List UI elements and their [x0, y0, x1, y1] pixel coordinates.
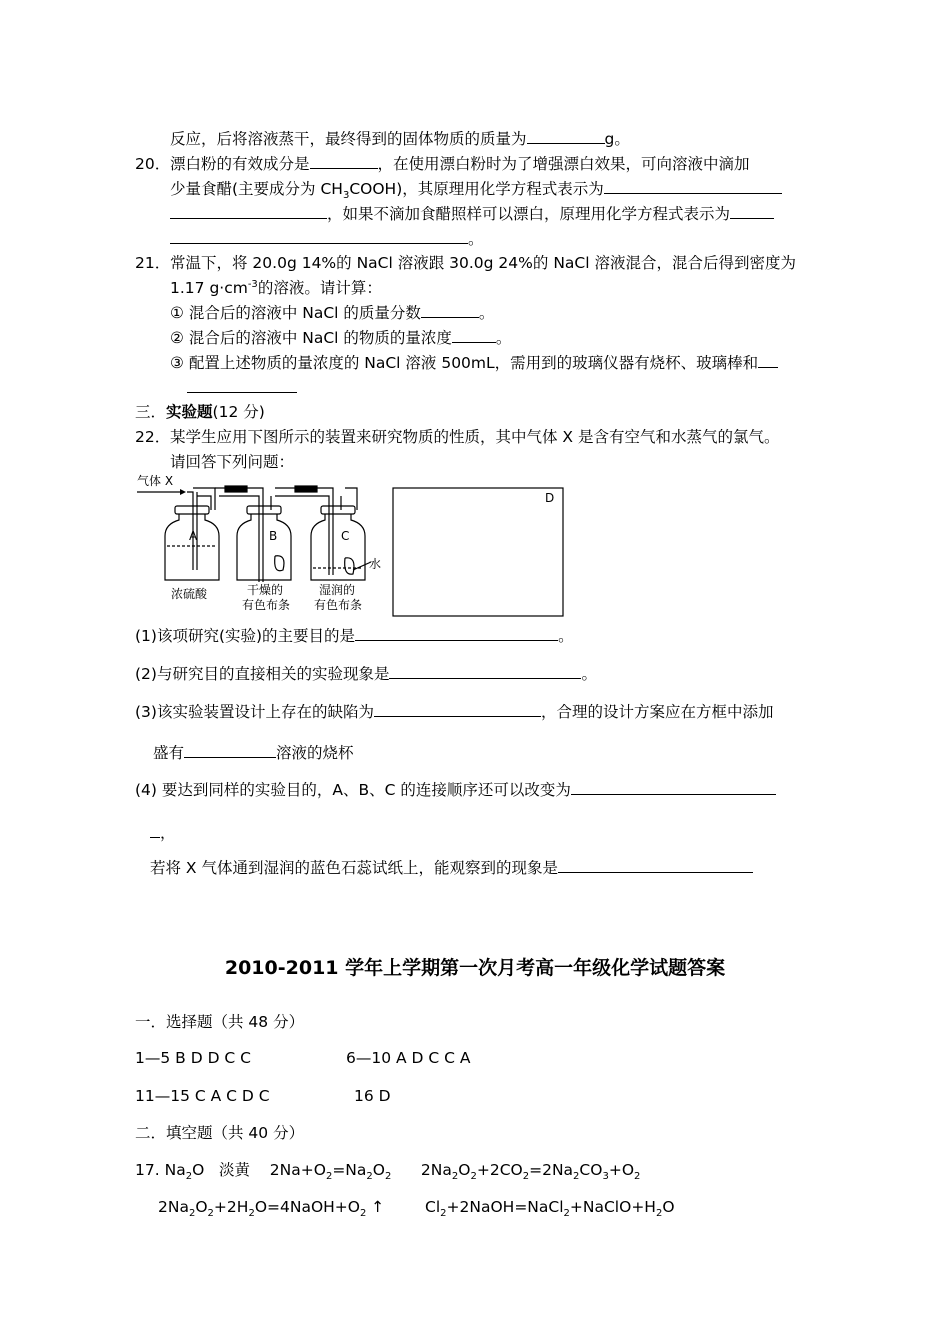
answer-blank[interactable]: [184, 742, 276, 758]
q21-sub3: [170, 352, 778, 373]
q20-text: 。: [468, 230, 484, 248]
q22-part3-cont: [153, 742, 354, 763]
equation: +O: [608, 1161, 635, 1179]
q20-text: 漂白粉的有效成分是: [170, 155, 310, 173]
answer-blank[interactable]: [730, 203, 774, 219]
section-heading: [135, 402, 265, 422]
answer-blank[interactable]: [571, 779, 776, 795]
question-number: 22．: [135, 428, 171, 446]
q22-part4: [135, 779, 776, 800]
q20-line1: [135, 153, 750, 174]
bottle-a-label: A: [189, 529, 198, 543]
q20-line4: [170, 228, 484, 249]
q20-text: ，在使用漂白粉时为了增强漂白效果，可向溶液中滴加: [377, 155, 750, 173]
part-text: (2)与研究目的直接相关的实验现象是: [135, 665, 390, 683]
part-text: 溶液的烧杯: [276, 744, 354, 762]
punct: ，: [160, 824, 176, 842]
answer-blank[interactable]: [170, 228, 468, 244]
equation: 2Na: [158, 1198, 189, 1216]
equation: +NaClO+H: [569, 1198, 656, 1216]
q19-unit: g。: [604, 130, 630, 148]
answer-blank[interactable]: [452, 327, 496, 343]
answers-title: 2010-2011 学年上学期第一次月考高一年级化学试题答案: [224, 957, 726, 979]
answer-blank[interactable]: [389, 663, 581, 679]
label-b2: 有色布条: [242, 598, 291, 612]
equation: Cl: [425, 1198, 441, 1216]
answers-sec2: 二．填空题（共 40 分）: [135, 1124, 305, 1142]
water-label: 水: [369, 557, 382, 571]
punct: 。: [478, 304, 495, 322]
q21-text: 常温下，将 20.0g 14%的 NaCl 溶液跟 30.0g 24%的 NaCl 溶液混合，混合后得到密度为: [170, 254, 796, 272]
subscript: 2: [366, 1171, 373, 1183]
subscript: 2: [248, 1208, 255, 1220]
cloth-strip-c: [345, 558, 354, 574]
q20-line3: [170, 203, 774, 224]
label-b1: 干燥的: [247, 583, 284, 597]
tube-bc: [271, 488, 333, 575]
answer-q17-line2b: [425, 1197, 675, 1220]
answer-blank[interactable]: [170, 203, 327, 219]
answer-q17-line2: [158, 1197, 385, 1220]
part-text: (3)该实验装置设计上存在的缺陷为: [135, 703, 374, 721]
subscript: 2: [573, 1171, 580, 1183]
q21-text: 1.17 g·cm: [170, 279, 248, 297]
q21-line2: [170, 278, 382, 298]
bottle-c: [311, 514, 365, 580]
color-answer: 淡黄: [219, 1161, 251, 1179]
equation: ↑: [366, 1198, 385, 1216]
subscript: 3: [342, 190, 350, 202]
q21-line1: [135, 253, 796, 273]
rubber-joint: [225, 486, 247, 492]
subscript: 2: [384, 1171, 392, 1183]
answer-blank[interactable]: [355, 625, 558, 641]
part-text: (4) 要达到同样的实验目的，A、B、C 的连接顺序还可以改变为: [135, 781, 571, 799]
equation: 2Na: [420, 1161, 452, 1179]
bottle-b-stopper: [247, 506, 281, 514]
subscript: 2: [563, 1208, 570, 1220]
punct: 。: [581, 665, 597, 683]
part-text: ，合理的设计方案应在方框中添加: [540, 703, 774, 721]
q21-text: ② 混合后的溶液中 NaCl 的物质的量浓度: [170, 329, 452, 347]
q22-part3: [135, 701, 773, 722]
q19-text: 反应，后将溶液蒸干，最终得到的固体物质的质量为: [170, 130, 527, 148]
answers-row2a: 11—15 C A C D C: [135, 1087, 270, 1105]
part-text: (1)该项研究(实验)的主要目的是: [135, 627, 356, 645]
apparatus-figure: [135, 470, 575, 620]
equation: 2Na+O: [269, 1161, 326, 1179]
subscript: 2: [655, 1208, 663, 1220]
answer-blank[interactable]: [187, 377, 297, 393]
subscript: 2: [188, 1208, 196, 1220]
equation: CO: [579, 1161, 603, 1179]
section-label: 三．: [135, 403, 167, 421]
answers-sec1: 一．选择题（共 48 分）: [135, 1013, 305, 1031]
answer-blank[interactable]: [758, 352, 778, 368]
answers-row1b: 6—10 A D C C A: [346, 1049, 471, 1067]
bottle-a-stopper: [175, 506, 209, 514]
q22-line2: [170, 452, 294, 472]
box-d-label: D: [545, 491, 555, 505]
answer-blank[interactable]: [150, 822, 160, 838]
q22-part2: [135, 663, 597, 684]
answer-blank[interactable]: [558, 857, 753, 873]
cloth-strip-b: [275, 556, 284, 571]
q19-tail-line: [170, 128, 630, 149]
q22-line1: [135, 427, 779, 447]
answers-row1a: 1—5 B D D C C: [135, 1049, 252, 1067]
part-text: 盛有: [153, 744, 185, 762]
formula: Na: [164, 1161, 186, 1179]
question-number: 17.: [135, 1161, 160, 1179]
equation: O=4NaOH+O: [254, 1198, 360, 1216]
q22-text: 请回答下列问题：: [170, 453, 295, 471]
box-d: [393, 488, 563, 616]
q22-part4-cont: [150, 822, 176, 843]
label-a: 浓硫酸: [171, 587, 208, 601]
bottle-a: [165, 514, 219, 580]
formula: O: [192, 1161, 205, 1179]
bottle-c-stopper: [321, 506, 355, 514]
equation: +2NaOH=NaCl: [446, 1198, 564, 1216]
answer-blank[interactable]: [527, 128, 605, 144]
q20-text: ，如果不滴加食醋照样可以漂白，原理用化学方程式表示为: [327, 205, 731, 223]
q21-text: ① 混合后的溶液中 NaCl 的质量分数: [170, 304, 421, 322]
subscript: 2: [440, 1208, 447, 1220]
q21-text: 的溶液。请计算：: [257, 279, 382, 297]
tube-a-out: [193, 488, 215, 510]
answer-blank[interactable]: [310, 153, 378, 169]
equation: O: [195, 1198, 208, 1216]
punct: 。: [495, 329, 512, 347]
subscript: 2: [634, 1171, 641, 1183]
label-c2: 有色布条: [314, 598, 363, 612]
subscript: 2: [325, 1171, 333, 1183]
bottle-b-label: B: [269, 529, 278, 543]
subscript: 3: [602, 1171, 609, 1183]
answer-q17-line1: [135, 1160, 641, 1183]
question-number: 21．: [135, 254, 171, 272]
subscript: 2: [360, 1208, 367, 1220]
subscript: 2: [451, 1171, 459, 1183]
arrow-head-icon: [180, 489, 186, 495]
q22-part5: [150, 857, 753, 878]
q22-part1: [135, 625, 574, 646]
answer-blank[interactable]: [421, 302, 479, 318]
rubber-joint: [295, 486, 317, 492]
subscript: 2: [207, 1208, 214, 1220]
equation: O: [662, 1198, 675, 1216]
section-title: 实验题: [166, 403, 213, 421]
subscript: 2: [185, 1171, 193, 1183]
answer-blank[interactable]: [604, 178, 782, 194]
punct: 。: [558, 627, 574, 645]
gas-x-label: 气体 X: [137, 474, 174, 488]
answer-blank[interactable]: [374, 701, 541, 717]
tube-ab: [215, 488, 263, 582]
q20-line2: [170, 178, 782, 202]
q22-text: 某学生应用下图所示的装置来研究物质的性质，其中气体 X 是含有空气和水蒸气的氯气。: [170, 428, 780, 446]
q21-sub1: [170, 302, 494, 323]
q20-text: COOH)，其原理用化学方程式表示为: [349, 180, 604, 198]
q21-sub2: [170, 327, 511, 348]
label-c1: 湿润的: [319, 583, 356, 597]
part-text: 若将 X 气体通到湿润的蓝色石蕊试纸上，能观察到的现象是: [150, 859, 558, 877]
equation: +2CO: [476, 1161, 523, 1179]
equation: =2Na: [529, 1161, 574, 1179]
subscript: 2: [522, 1171, 530, 1183]
equation: O: [372, 1161, 385, 1179]
section-score: (12 分): [212, 403, 265, 421]
superscript: -3: [247, 278, 258, 290]
q21-text: ③ 配置上述物质的量浓度的 NaCl 溶液 500mL，需用到的玻璃仪器有烧杯、玻璃棒和: [170, 354, 759, 372]
q20-text: 少量食醋(主要成分为 CH: [170, 180, 343, 198]
subscript: 2: [470, 1171, 477, 1183]
answers-row2b: 16 D: [354, 1087, 391, 1105]
bottle-c-label: C: [341, 529, 350, 543]
equation: +2H: [213, 1198, 249, 1216]
question-number: 20．: [135, 155, 171, 173]
equation: O: [458, 1161, 471, 1179]
equation: =Na: [332, 1161, 367, 1179]
q21-sub3-cont: [187, 377, 297, 398]
